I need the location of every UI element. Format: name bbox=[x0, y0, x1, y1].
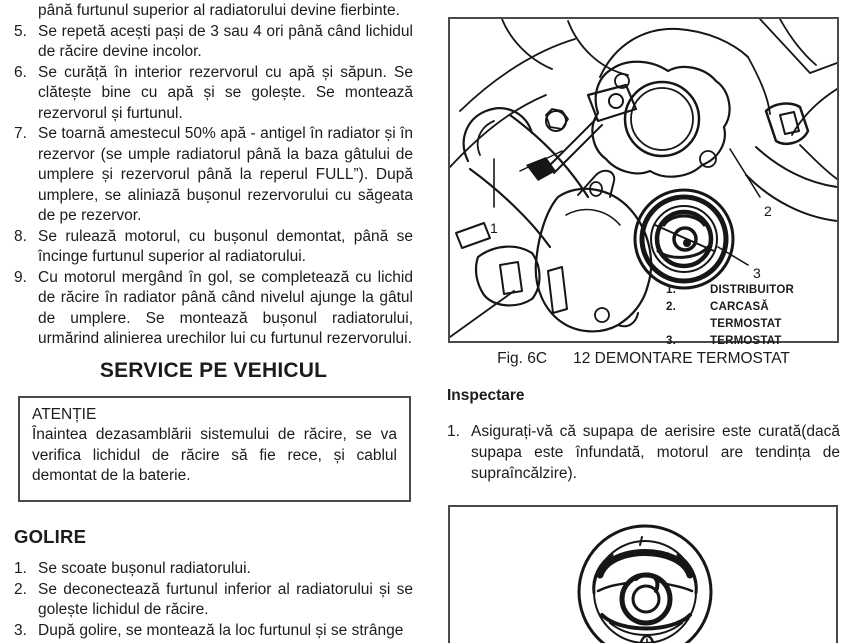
legend-number: 1. bbox=[666, 284, 676, 296]
figure-thermostat-topview bbox=[448, 505, 838, 643]
figure-caption bbox=[448, 350, 839, 368]
callout-1: 1 bbox=[490, 220, 498, 236]
list-item bbox=[14, 227, 413, 268]
legend-row bbox=[666, 299, 837, 333]
list-item-text: Se rulează motorul, cu bușonul demontat, până se încinge furtunul superior al radiatorului. bbox=[38, 227, 413, 265]
thermostat-topview-illustration bbox=[450, 507, 836, 643]
list-item-number: 1. bbox=[14, 560, 27, 577]
legend-row bbox=[666, 282, 837, 299]
list-item-number: 9. bbox=[14, 268, 27, 286]
list-item bbox=[14, 268, 413, 350]
list-item-number: 5. bbox=[14, 22, 27, 40]
figure-thermostat-removal bbox=[448, 17, 839, 347]
left-column bbox=[14, 1, 413, 641]
list-item-text: Cu motorul mergând în gol, se completează cu lichid de răcire în radiator până când nivelul ajunge la gâtul de umplere. Se montează bușonul radiatorului, urmărind alinierea urechilor lui cu furtunul rezervorului. bbox=[38, 268, 413, 347]
list-item-text: Se scoate bușonul radiatorului. bbox=[38, 560, 251, 577]
paragraph-continuation: până furtunul superior al radiatorului devine fierbinte. bbox=[38, 2, 400, 19]
section-title: SERVICE PE VEHICUL bbox=[99, 358, 328, 382]
list-item-text: Se curăță în interior rezervorul cu apă și săpun. Se clătește bine cu apă și se golește. Se montează rezervorul și furtunul. bbox=[38, 63, 413, 122]
legend-label: CARCASĂ TERMOSTAT bbox=[710, 301, 782, 330]
list-item-number: 3. bbox=[14, 621, 27, 639]
callout-2: 2 bbox=[764, 203, 772, 219]
inspectare-heading: Inspectare bbox=[447, 387, 525, 404]
legend-number: 3. bbox=[666, 335, 676, 347]
list-item-number: 8. bbox=[14, 227, 27, 245]
list-item-text: Se repetă acești pași de 3 sau 4 ori până când lichidul de răcire devine incolor. bbox=[38, 22, 413, 60]
list-item-number: 7. bbox=[14, 125, 27, 142]
list-item bbox=[14, 580, 413, 621]
figure-caption-title: 12 DEMONTARE TERMOSTAT bbox=[573, 350, 790, 367]
callout-3: 3 bbox=[753, 265, 761, 281]
warning-title: ATENȚIE bbox=[32, 405, 97, 423]
list-item-number: 6. bbox=[14, 63, 27, 81]
list-item bbox=[447, 421, 840, 484]
list-item-number: 2. bbox=[14, 580, 27, 598]
legend-label: DISTRIBUITOR bbox=[710, 284, 794, 296]
list-item bbox=[14, 621, 413, 642]
list-item bbox=[14, 559, 413, 580]
golire-heading: GOLIRE bbox=[14, 525, 87, 547]
list-item bbox=[14, 63, 413, 125]
list-item-text: Asigurați-vă că supapa de aerisire este curată(dacă supapa este înfundată, motorul are tendința de supraîncălzire). bbox=[471, 423, 840, 482]
warning-box bbox=[18, 396, 411, 502]
figure-caption-label: Fig. 6C bbox=[497, 350, 548, 367]
legend-label: TERMOSTAT bbox=[710, 335, 782, 347]
list-item bbox=[14, 124, 413, 227]
list-item-text: Se deconectează furtunul inferior al radiatorului și se golește lichidul de răcire. bbox=[38, 580, 413, 618]
list-item-number: 1. bbox=[447, 423, 460, 440]
figure-legend bbox=[666, 282, 837, 350]
list-item bbox=[14, 22, 413, 63]
list-item-text: Se toarnă amestecul 50% apă - antigel în radiator și în rezervor (se umple radiatorul până la baza gâtului de umplere și rezervorul până la reperul FULL”). După umplere, se aliniază bușonul rezervorului cu săgeata de pe rezervor. bbox=[38, 125, 413, 224]
warning-text: Înaintea dezasamblării sistemului de răcire, se va verifica lichidul de răcire să fie rece, și cablul demontat de la baterie. bbox=[32, 426, 397, 484]
list-item-text: După golire, se montează la loc furtunul și se strânge bbox=[38, 621, 404, 639]
legend-row bbox=[666, 333, 837, 350]
legend-number: 2. bbox=[666, 301, 676, 313]
